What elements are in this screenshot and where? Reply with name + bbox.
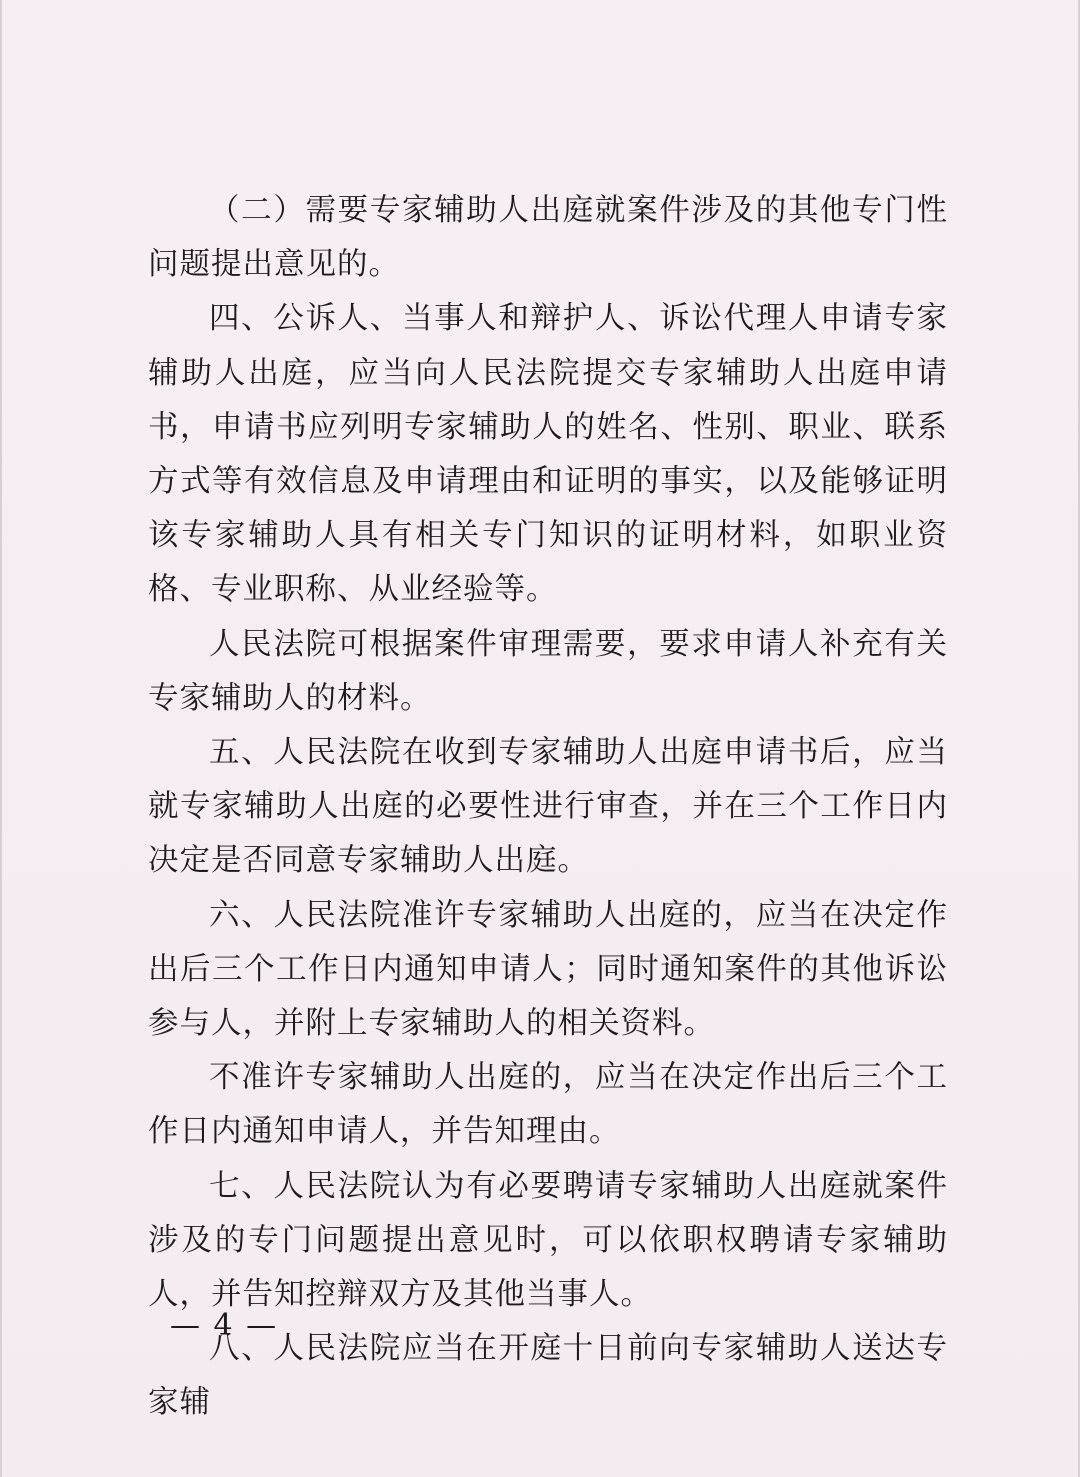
page-number: — 4 — bbox=[170, 1308, 279, 1343]
paragraph-item-2: （二）需要专家辅助人出庭就案件涉及的其他专门性问题提出意见的。 bbox=[148, 193, 948, 283]
page-edge-left bbox=[0, 0, 2, 1477]
paragraph-article-4: 四、公诉人、当事人和辩护人、诉讼代理人申请专家辅助人出庭，应当向人民法院提交专家辅助人出庭申请书，申请书应列明专家辅助人的姓名、性别、职业、联系方式等有效信息及申请理由和证明的事实，以及能够证明该专家辅助人具有相关专门知识的证明材料，如职业资格、专业职称、从业经验等。 bbox=[148, 301, 948, 608]
paragraph-article-7: 七、人民法院认为有必要聘请专家辅助人出庭就案件涉及的专门问题提出意见时，可以依职权聘请专家辅助人，并告知控辩双方及其他当事人。 bbox=[148, 1168, 948, 1313]
paragraph-article-5: 五、人民法院在收到专家辅助人出庭申请书后，应当就专家辅助人出庭的必要性进行审查，并在三个工作日内决定是否同意专家辅助人出庭。 bbox=[148, 735, 948, 879]
paragraph-article-4-supplement: 人民法院可根据案件审理需要，要求申请人补充有关专家辅助人的材料。 bbox=[148, 626, 948, 716]
document-body bbox=[148, 184, 948, 1431]
paragraph-article-8: 八、人民法院应当在开庭十日前向专家辅助人送达专家辅 bbox=[148, 1331, 948, 1421]
paragraph-article-6: 六、人民法院准许专家辅助人出庭的，应当在决定作出后三个工作日内通知申请人；同时通知案件的其他诉讼参与人，并附上专家辅助人的相关资料。 bbox=[148, 897, 948, 1042]
paragraph-article-6-refusal: 不准许专家辅助人出庭的，应当在决定作出后三个工作日内通知申请人，并告知理由。 bbox=[148, 1060, 948, 1150]
